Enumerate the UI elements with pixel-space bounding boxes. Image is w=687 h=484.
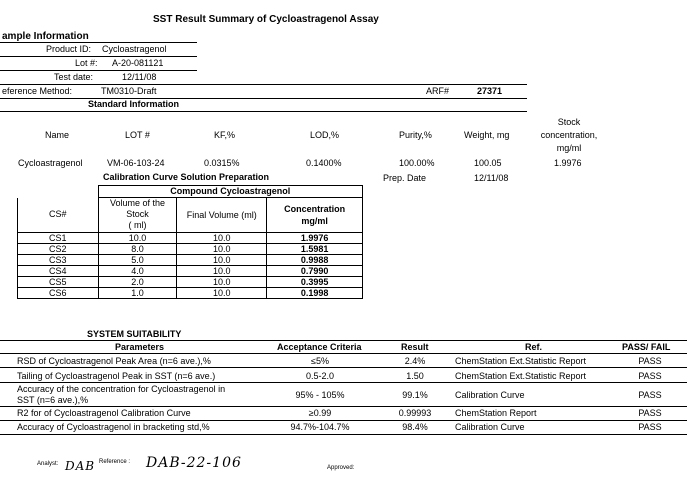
sample-info-heading: ample Information xyxy=(2,31,89,42)
calibration-compound-row xyxy=(18,186,363,198)
std-weight: 100.05 xyxy=(474,158,502,168)
std-name: Cycloastragenol xyxy=(18,158,83,168)
stock-volume: 4.0 xyxy=(98,265,177,276)
ss-criteria: 95% - 105% xyxy=(295,390,345,400)
sample-heading-rule xyxy=(0,42,197,43)
std-header-lot: LOT # xyxy=(125,130,150,140)
std-header-weight: Weight, mg xyxy=(464,130,510,140)
cs-id: CS5 xyxy=(18,276,99,287)
volume-header-1: Volume of the xyxy=(109,198,165,209)
ss-pass-fail: PASS xyxy=(638,422,662,432)
std-stock: 1.9976 xyxy=(554,158,582,168)
test-date-label: Test date: xyxy=(54,72,94,82)
ss-ref: ChemStation Report xyxy=(455,408,537,418)
ss-param: RSD of Cycloastragenol Peak Area (n=6 ave.),% xyxy=(17,356,211,366)
blank-cell xyxy=(18,186,99,198)
ss-header-criteria: Acceptance Criteria xyxy=(277,342,362,352)
final-volume-header: Final Volume (ml) xyxy=(177,198,267,233)
final-volume: 10.0 xyxy=(177,232,267,243)
volume-header-2: Stock xyxy=(126,209,149,220)
ss-ref: Calibration Curve xyxy=(455,390,525,400)
stock-volume: 10.0 xyxy=(98,232,177,243)
reference-label: Reference : xyxy=(99,459,131,465)
lot-value: A-20-081121 xyxy=(112,58,164,68)
arf-label: ARF# xyxy=(426,86,450,96)
table-row xyxy=(18,254,363,265)
standard-info-heading: Standard Information xyxy=(88,99,180,109)
ss-result: 99.1% xyxy=(402,390,428,400)
calibration-header-row xyxy=(18,198,363,233)
ss-param: Accuracy of Cycloastragenol in bracketing std,% xyxy=(17,422,210,432)
ss-param: Accuracy of the concentration for Cycloastragenol in xyxy=(17,384,226,394)
std-lod: 0.1400% xyxy=(306,158,342,168)
final-volume: 10.0 xyxy=(177,265,267,276)
row-rule xyxy=(0,70,197,71)
analyst-signature: DAB xyxy=(65,459,96,473)
concentration-header-2: mg/ml xyxy=(301,215,328,226)
calibration-heading: Calibration Curve Solution Preparation xyxy=(103,172,270,182)
std-lot: VM-06-103-24 xyxy=(107,158,165,168)
cs-id: CS3 xyxy=(18,254,99,265)
lot-label: Lot #: xyxy=(75,58,98,68)
std-header-stock-3: mg/ml xyxy=(556,143,582,153)
concentration-header-1: Concentration xyxy=(284,203,346,214)
cs-id: CS4 xyxy=(18,265,99,276)
concentration: 0.9988 xyxy=(267,254,363,265)
cs-id: CS6 xyxy=(18,287,99,298)
calibration-table xyxy=(17,185,363,299)
std-header-lod: LOD,% xyxy=(310,130,340,140)
final-volume: 10.0 xyxy=(177,243,267,254)
cs-id: CS2 xyxy=(18,243,99,254)
table-row xyxy=(18,276,363,287)
cs-header: CS# xyxy=(18,198,99,233)
ss-pass-fail: PASS xyxy=(638,390,662,400)
row-rule xyxy=(0,98,527,99)
concentration: 0.3995 xyxy=(267,276,363,287)
row-rule xyxy=(0,434,687,435)
ss-header-ref: Ref. xyxy=(525,342,543,352)
row-rule xyxy=(0,406,687,407)
ss-result: 0.99993 xyxy=(398,408,432,418)
concentration-header xyxy=(267,198,363,233)
ss-result: 2.4% xyxy=(404,356,426,366)
ss-header-pass-fail: PASS/ FAIL xyxy=(622,342,671,352)
ss-param-cont: SST (n=6 ave.),% xyxy=(17,395,89,405)
ss-result: 1.50 xyxy=(406,371,424,381)
row-rule xyxy=(0,340,687,341)
std-header-purity: Purity,% xyxy=(399,130,432,140)
row-rule xyxy=(0,367,687,368)
row-rule xyxy=(0,420,687,421)
concentration: 1.5981 xyxy=(267,243,363,254)
concentration: 1.9976 xyxy=(267,232,363,243)
std-kf: 0.0315% xyxy=(204,158,240,168)
ss-criteria: ≤5% xyxy=(311,356,329,366)
row-rule xyxy=(0,84,527,85)
ss-header-result: Result xyxy=(401,342,429,352)
table-row xyxy=(18,243,363,254)
analyst-label: Analyst: xyxy=(37,461,59,467)
final-volume: 10.0 xyxy=(177,254,267,265)
ss-param: Tailing of Cycloastragenol Peak in SST (n=6 ave.) xyxy=(17,371,216,381)
prep-date-value: 12/11/08 xyxy=(474,173,509,183)
ss-result: 98.4% xyxy=(402,422,428,432)
ss-ref: Calibration Curve xyxy=(455,422,525,432)
row-rule xyxy=(0,382,687,383)
reference-signature: DAB-22-106 xyxy=(146,455,242,471)
ss-header-parameters: Parameters xyxy=(115,342,165,352)
ss-criteria: ≥0.99 xyxy=(308,408,332,418)
page-title: SST Result Summary of Cycloastragenol Assay xyxy=(153,14,379,25)
product-id-label: Product ID: xyxy=(46,44,92,54)
ss-param: R2 for of Cycloastragenol Calibration Curve xyxy=(17,408,191,418)
stock-volume: 1.0 xyxy=(98,287,177,298)
ss-pass-fail: PASS xyxy=(638,371,662,381)
row-rule xyxy=(0,353,687,354)
product-id-value: Cycloastragenol xyxy=(102,44,167,54)
stock-volume: 5.0 xyxy=(98,254,177,265)
volume-header xyxy=(98,198,177,233)
compound-header: Compound Cycloastragenol xyxy=(98,186,362,198)
stock-volume: 2.0 xyxy=(98,276,177,287)
row-rule xyxy=(0,111,527,112)
reference-method-value: TM0310-Draft xyxy=(101,86,157,96)
std-header-stock-1: Stock xyxy=(557,117,581,127)
table-row xyxy=(18,232,363,243)
reference-method-label: eference Method: xyxy=(2,86,73,96)
ss-pass-fail: PASS xyxy=(638,356,662,366)
final-volume: 10.0 xyxy=(177,276,267,287)
ss-criteria: 94.7%-104.7% xyxy=(290,422,350,432)
approved-label: Approved: xyxy=(327,465,355,471)
arf-value: 27371 xyxy=(477,86,503,96)
std-header-name: Name xyxy=(45,130,70,140)
concentration: 0.1998 xyxy=(267,287,363,298)
row-rule xyxy=(0,56,197,57)
ss-criteria: 0.5-2.0 xyxy=(305,371,335,381)
system-suitability-heading: SYSTEM SUITABILITY xyxy=(87,329,182,339)
final-volume: 10.0 xyxy=(177,287,267,298)
ss-pass-fail: PASS xyxy=(638,408,662,418)
volume-header-3: ( ml) xyxy=(128,220,147,231)
concentration: 0.7990 xyxy=(267,265,363,276)
ss-ref: ChemStation Ext.Statistic Report xyxy=(455,356,587,366)
stock-volume: 8.0 xyxy=(98,243,177,254)
ss-ref: ChemStation Ext.Statistic Report xyxy=(455,371,587,381)
test-date-value: 12/11/08 xyxy=(122,72,157,82)
cs-id: CS1 xyxy=(18,232,99,243)
std-header-kf: KF,% xyxy=(214,130,236,140)
table-row xyxy=(18,287,363,298)
std-header-stock-2: concentration, xyxy=(540,130,598,140)
table-row xyxy=(18,265,363,276)
std-purity: 100.00% xyxy=(399,158,435,168)
prep-date-label: Prep. Date xyxy=(383,173,427,183)
